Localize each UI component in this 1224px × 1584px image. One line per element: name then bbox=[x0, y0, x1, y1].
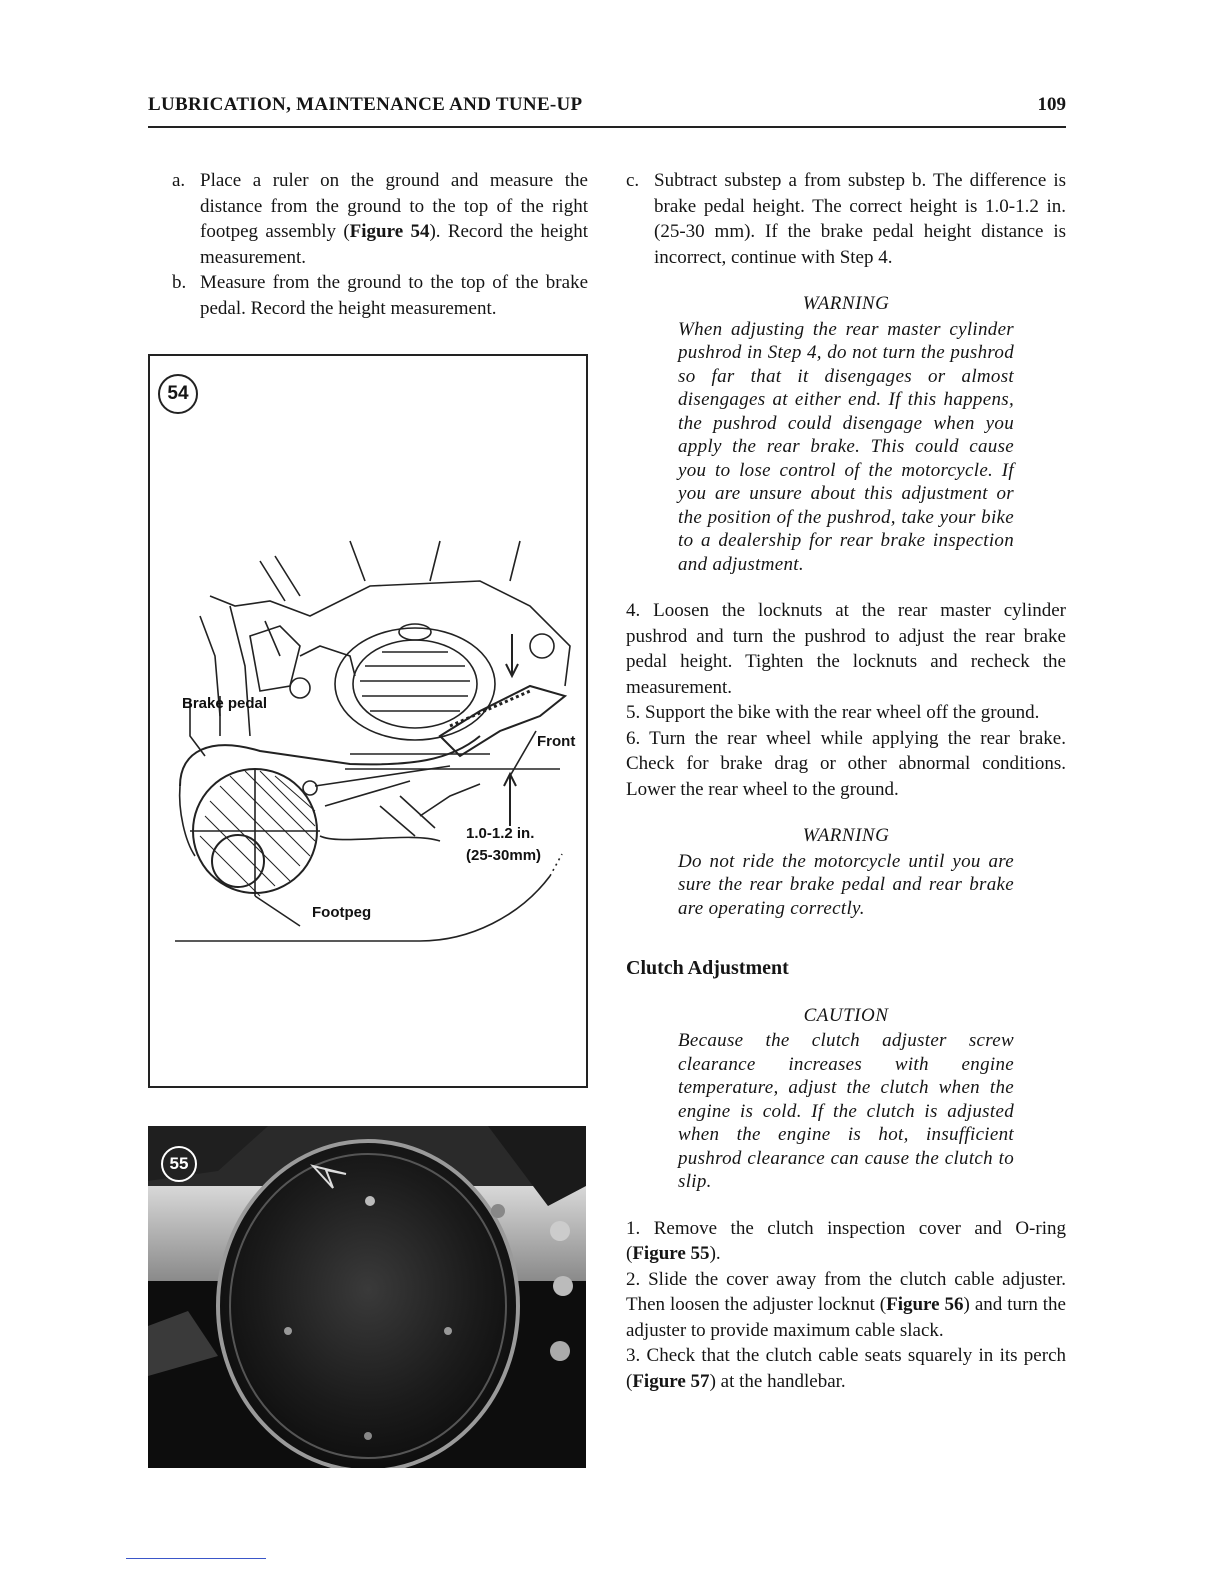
step-b bbox=[172, 270, 588, 321]
clutch-step-3-text: 3. Check that the clutch cable seats squarely in its perch ( bbox=[626, 1345, 1066, 1392]
caution-text: Because the clutch adjuster screw clearance increases with engine temperature, adjust the clutch when the engine is cold. If the clutch is adjusted when the engine is hot, insufficient pushrod clearance can cause the clutch to slip. bbox=[678, 1030, 1014, 1192]
figure-55-photo bbox=[148, 1126, 586, 1468]
step-5: 5. Support the bike with the rear wheel off the ground. bbox=[626, 702, 1040, 723]
left-column bbox=[172, 168, 588, 321]
clutch-step-3-end: ) at the handlebar. bbox=[709, 1370, 846, 1392]
step-b-label: b. bbox=[172, 272, 187, 293]
warning-block-2 bbox=[678, 824, 1014, 920]
step-c-label: c. bbox=[626, 170, 640, 191]
clutch-step-1-text: 1. Remove the clutch inspection cover and O-ring ( bbox=[626, 1217, 1066, 1264]
step-a bbox=[172, 168, 588, 270]
warning-1-text: When adjusting the rear master cylinder pushrod in Step 4, do not turn the pushrod so far that it disengages or almost disengages at either end. If this happens, the pushrod could disengage when you apply the rear brake. This could cause you to lose control of the motorcycle. If you are unsure about this adjustment or the position of the pushrod, take your bike to a dealership for rear brake inspection and adjustment. bbox=[678, 318, 1014, 575]
figure-54-drawing bbox=[150, 356, 590, 1090]
step-a-label: a. bbox=[172, 170, 186, 191]
page-number: 109 bbox=[1037, 94, 1066, 115]
label-measure-mm: (25-30mm) bbox=[466, 847, 542, 864]
warning-2-text: Do not ride the motorcycle until you are sure the rear brake pedal and rear brake are operating correctly. bbox=[678, 850, 1014, 919]
warning-2-title: WARNING bbox=[802, 825, 890, 846]
figure-55-number-badge: 55 bbox=[161, 1146, 197, 1182]
step-a-text: Place a ruler on the ground and measure the distance from the ground to the top of the right footpeg assembly ( bbox=[200, 170, 588, 242]
caution-title: CAUTION bbox=[803, 1004, 889, 1026]
step-6: 6. Turn the rear wheel while applying the rear brake. Check for brake drag or other abnormal conditions. Lower the rear wheel to the ground. bbox=[626, 727, 1066, 800]
label-measure-inches: 1.0-1.2 in. bbox=[466, 825, 535, 842]
figure-54-number-badge: 54 bbox=[158, 374, 198, 414]
clutch-step-1 bbox=[626, 1216, 1066, 1267]
step-4: 4. Loosen the locknuts at the rear master cylinder pushrod and turn the pushrod to adjust the rear brake pedal height. Tighten the locknuts and recheck the measurement. bbox=[626, 600, 1066, 698]
caution-block bbox=[678, 1004, 1014, 1194]
clutch-step-2 bbox=[626, 1267, 1066, 1344]
clutch-step-1-end: ). bbox=[709, 1243, 721, 1264]
warning-block-1 bbox=[678, 292, 1014, 576]
running-title: LUBRICATION, MAINTENANCE AND TUNE-UP bbox=[148, 94, 583, 115]
step-b-text: Measure from the ground to the top of the brake pedal. Record the height measurement. bbox=[200, 272, 588, 319]
label-front: Front bbox=[537, 733, 576, 750]
clutch-step-2-text: 2. Slide the cover away from the clutch cable adjuster. Then loosen the adjuster locknut ( bbox=[626, 1268, 1066, 1315]
warning-1-title: WARNING bbox=[802, 293, 890, 314]
step-a-text-end: ). Record the height measurement. bbox=[200, 221, 588, 268]
section-heading-clutch: Clutch Adjustment bbox=[626, 957, 789, 979]
footnote-rule bbox=[126, 1558, 266, 1559]
clutch-step-3 bbox=[626, 1343, 1066, 1394]
step-c-text: Subtract substep a from substep b. The difference is brake pedal height. The correct height is 1.0-1.2 in. (25-30 mm). If the brake pedal height distance is incorrect, continue with Step 4. bbox=[654, 170, 1066, 268]
figure-56-ref: Figure 56 bbox=[886, 1294, 964, 1315]
figure-54 bbox=[148, 354, 588, 1088]
page-header bbox=[148, 92, 1066, 128]
right-column bbox=[626, 168, 1066, 1394]
figure-54-ref: Figure 54 bbox=[349, 221, 430, 242]
figure-55-image bbox=[148, 1126, 586, 1468]
label-footpeg: Footpeg bbox=[312, 904, 372, 921]
figure-55-ref: Figure 55 bbox=[632, 1243, 710, 1264]
figure-57-ref: Figure 57 bbox=[632, 1370, 710, 1392]
clutch-step-2-end: ) and turn the adjuster to provide maximum cable slack. bbox=[626, 1294, 1066, 1341]
step-c bbox=[626, 168, 1066, 270]
label-brake-pedal: Brake pedal bbox=[182, 695, 268, 712]
